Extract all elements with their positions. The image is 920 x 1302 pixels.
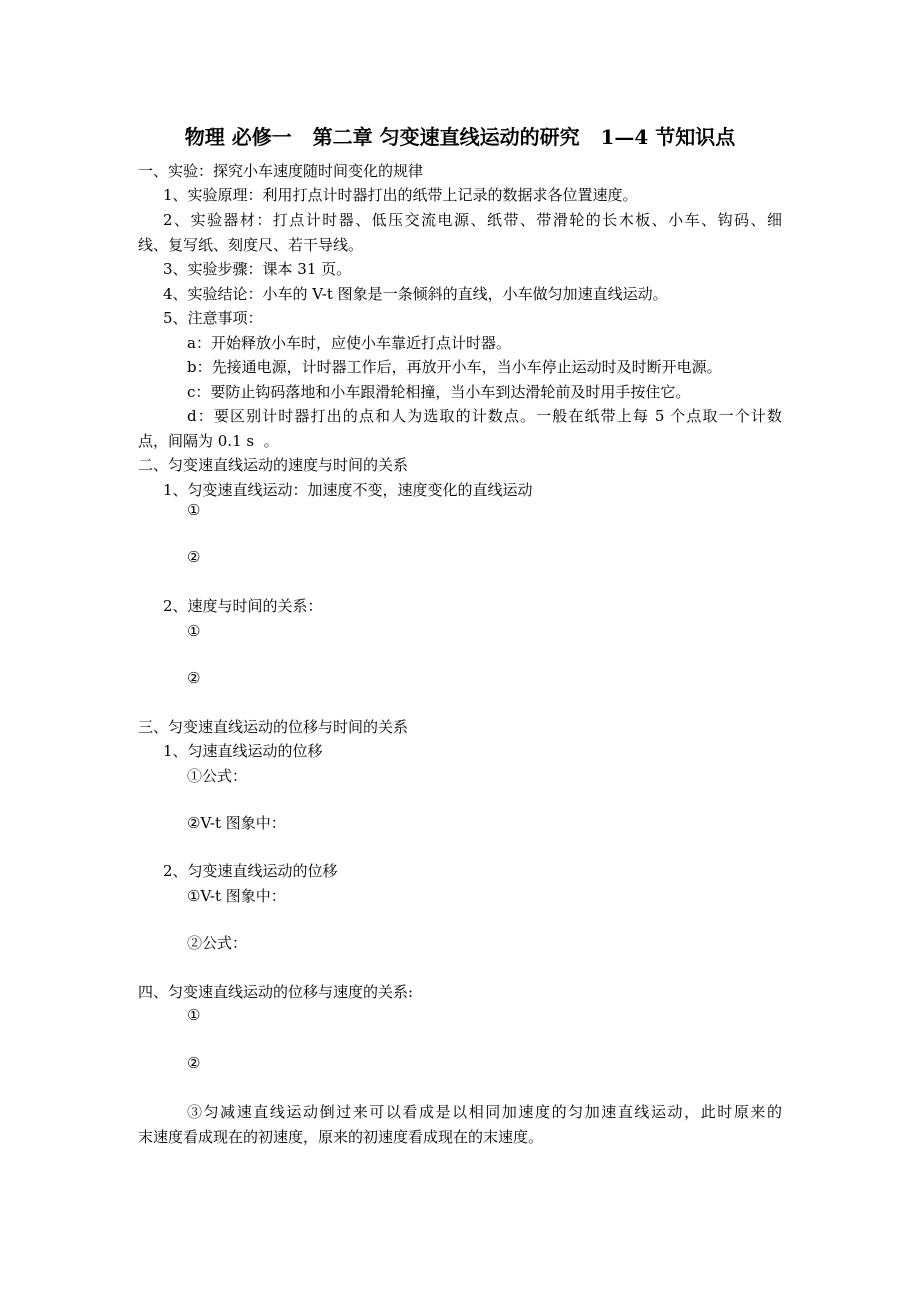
item-equipment: 2、实验器材：打点计时器、低压交流电源、纸带、带滑轮的长木板、小车、钩码、细	[163, 211, 782, 229]
blank-2: ②	[187, 669, 201, 687]
note-a: a：开始释放小车时，应使小车靠近打点计时器。	[187, 334, 511, 352]
note-b: b：先接通电源，计时器工作后，再放开小车，当小车停止运动时及时断开电源。	[187, 358, 722, 376]
note-d-cont: 点，间隔为 0.1 s 。	[138, 432, 279, 450]
page-title: 物理 必修一 第二章 匀变速直线运动的研究 1—4 节知识点	[184, 125, 736, 149]
item-accel-displacement: 2、匀变速直线运动的位移	[163, 862, 338, 880]
formula-blank: ①公式：	[187, 767, 248, 785]
blank-2: ②	[187, 548, 201, 566]
note-c: c：要防止钩码落地和小车跟滑轮相撞，当小车到达滑轮前及时用手按住它。	[187, 383, 691, 401]
item-uniform-accel: 1、匀变速直线运动：加速度不变，速度变化的直线运动	[163, 481, 533, 499]
vt-graph-blank: ②V-t 图象中：	[187, 814, 286, 832]
section-2-heading: 二、匀变速直线运动的速度与时间的关系	[138, 456, 409, 474]
section-1-heading: 一、实验：探究小车速度随时间变化的规律	[138, 162, 424, 180]
vt-graph-blank: ①V-t 图象中：	[187, 887, 286, 905]
blank-1: ①	[187, 501, 201, 519]
blank-1: ①	[187, 1006, 201, 1024]
item-notes: 5、注意事项：	[163, 309, 263, 327]
note-reverse-motion: ③匀减速直线运动倒过来可以看成是以相同加速度的匀加速直线运动，此时原来的	[187, 1103, 782, 1121]
item-velocity-time: 2、速度与时间的关系：	[163, 597, 323, 615]
item-principle: 1、实验原理：利用打点计时器打出的纸带上记录的数据求各位置速度。	[163, 186, 638, 204]
blank-2: ②	[187, 1054, 201, 1072]
item-steps: 3、实验步骤：课本 31 页。	[163, 260, 352, 278]
section-3-heading: 三、匀变速直线运动的位移与时间的关系	[138, 718, 409, 736]
item-conclusion: 4、实验结论：小车的 V-t 图象是一条倾斜的直线，小车做匀加速直线运动。	[163, 285, 668, 303]
note-d: d：要区别计时器打出的点和人为选取的计数点。一般在纸带上每 5 个点取一个计数	[187, 407, 782, 425]
formula-blank: ②公式：	[187, 934, 248, 952]
blank-1: ①	[187, 622, 201, 640]
item-uniform-displacement: 1、匀速直线运动的位移	[163, 742, 323, 760]
section-4-heading: 四、匀变速直线运动的位移与速度的关系:	[138, 983, 414, 1001]
note-reverse-motion-cont: 末速度看成现在的初速度，原来的初速度看成现在的末速度。	[138, 1128, 544, 1146]
item-equipment-cont: 线、复写纸、刻度尺、若干导线。	[138, 236, 364, 254]
